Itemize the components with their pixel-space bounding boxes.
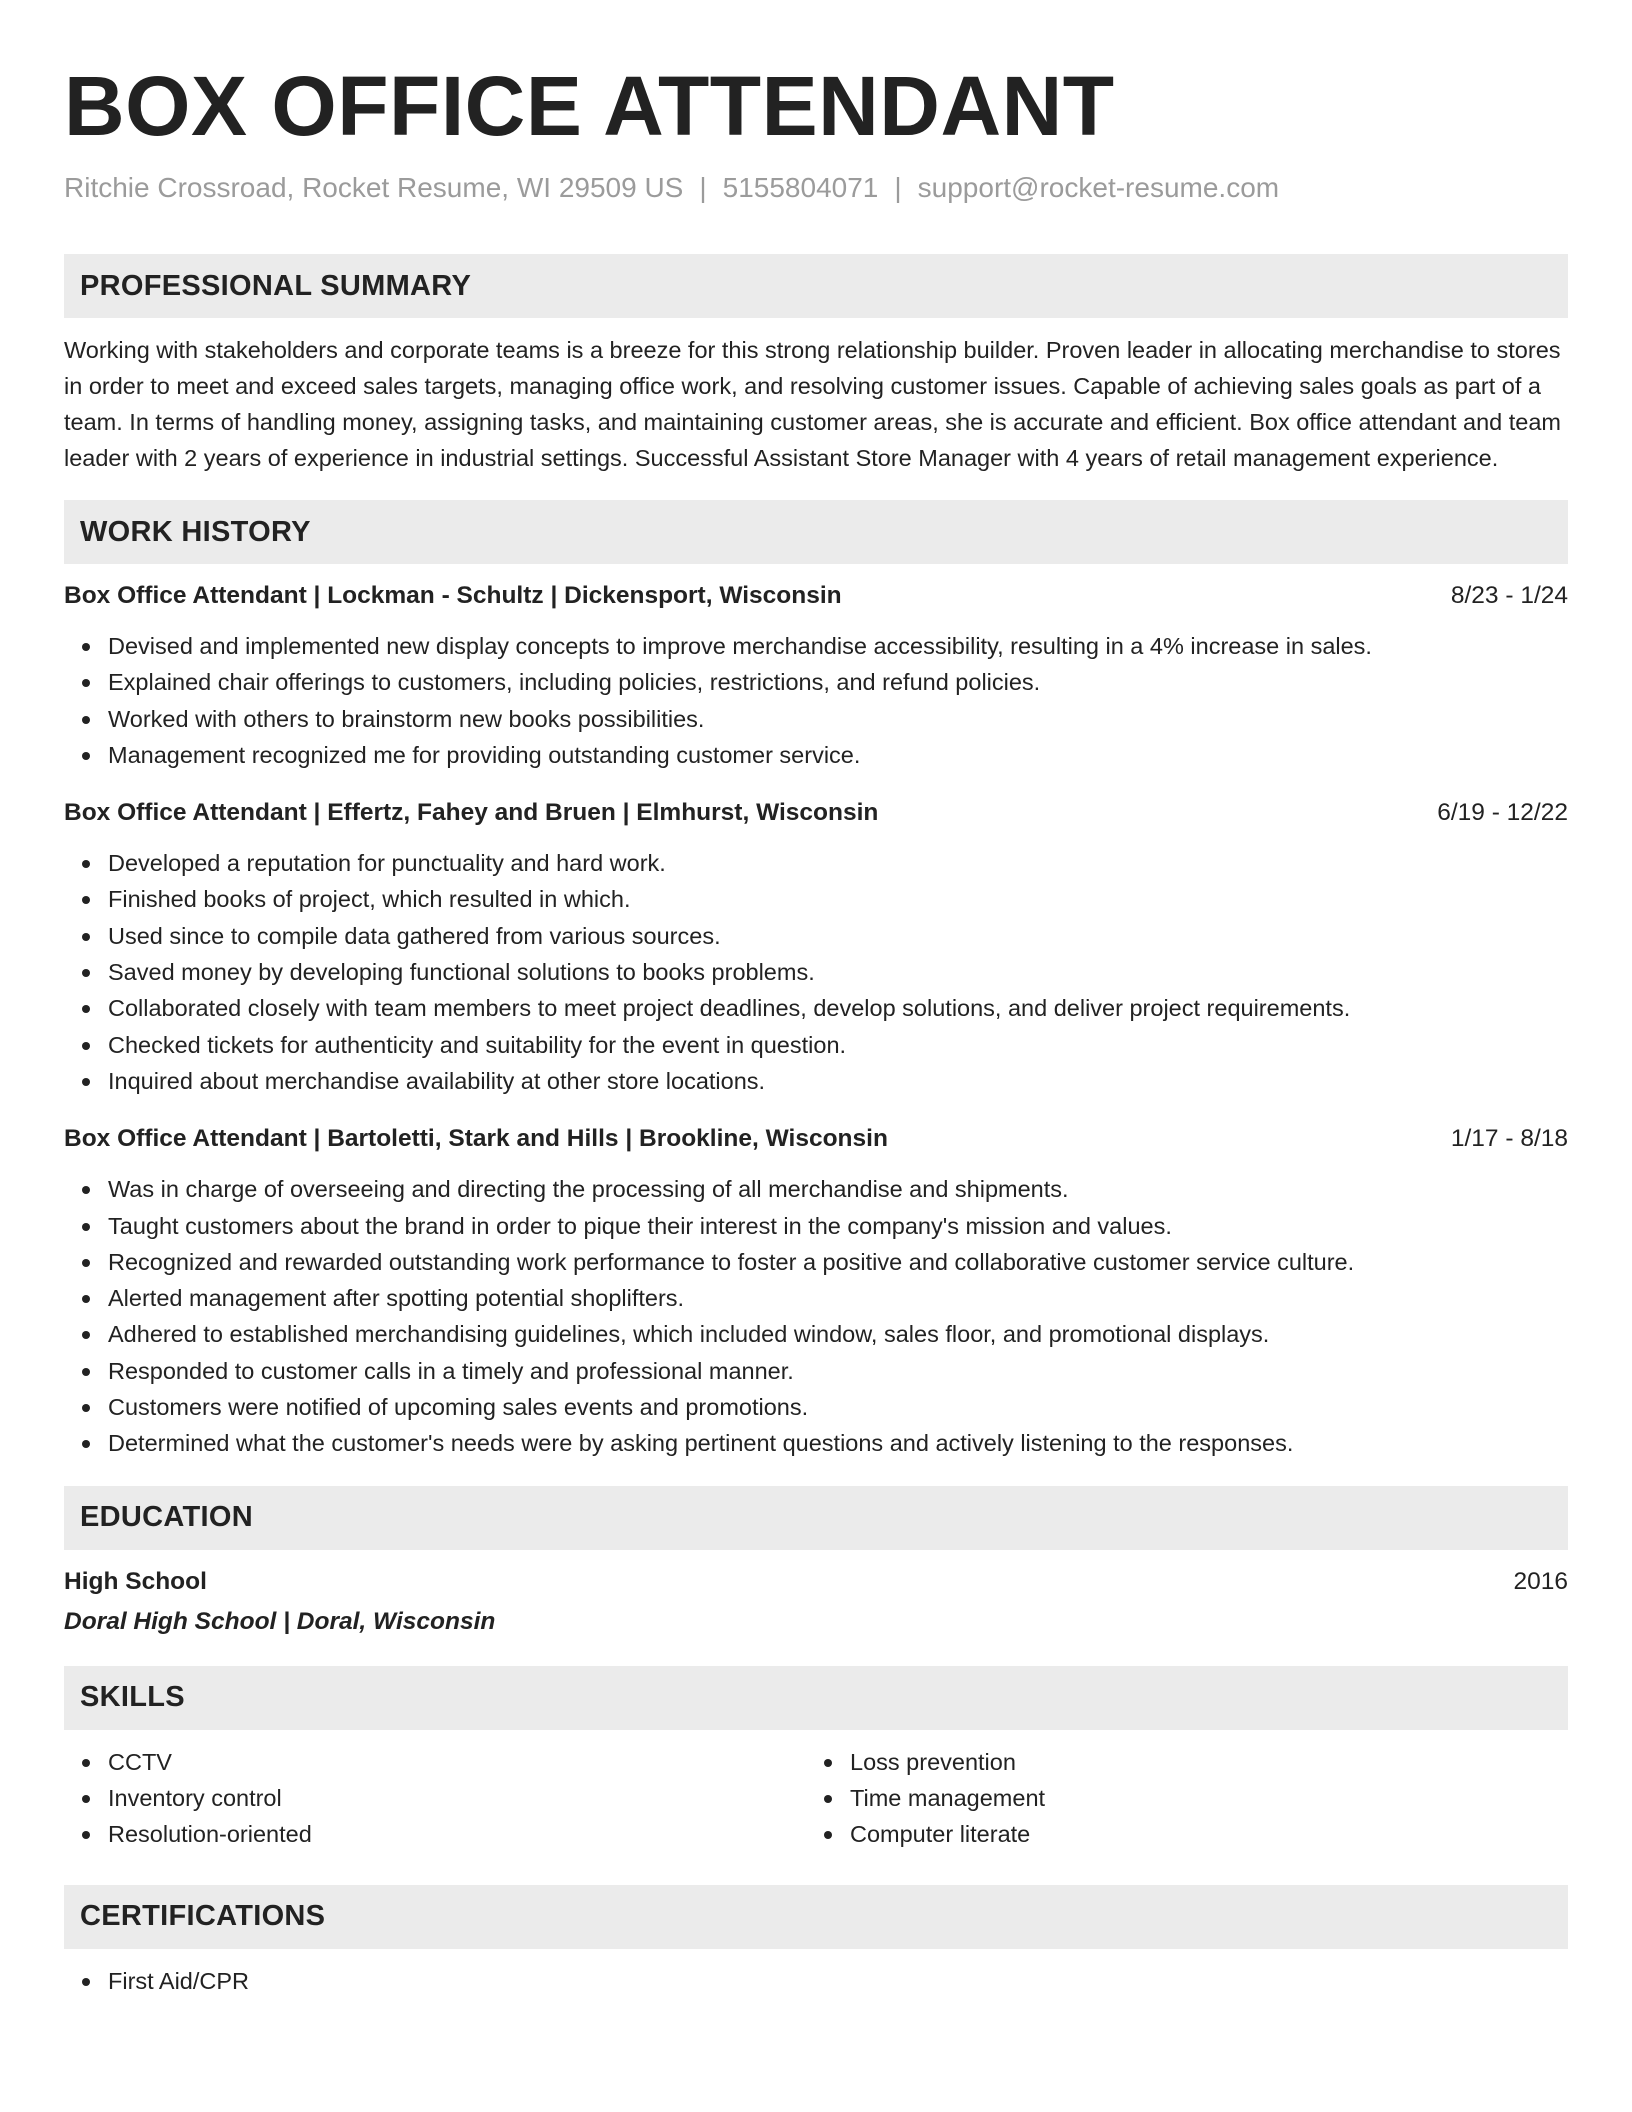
contact-separator: |: [699, 172, 707, 203]
list-item: Taught customers about the brand in order to pique their interest in the company's mission and values.: [64, 1208, 1568, 1244]
list-item: Inquired about merchandise availability at other store locations.: [64, 1063, 1568, 1099]
list-item: Recognized and rewarded outstanding work performance to foster a positive and collaborative customer service culture.: [64, 1244, 1568, 1280]
skills-column-right: [806, 1744, 1548, 1853]
candidate-name: BOX OFFICE ATTENDANT: [64, 59, 1115, 153]
list-item: Management recognized me for providing outstanding customer service.: [64, 737, 1568, 773]
section-header-summary: PROFESSIONAL SUMMARY: [64, 254, 1568, 318]
section-header-work: WORK HISTORY: [64, 500, 1568, 564]
contact-line: [64, 170, 1568, 206]
skills-list: [64, 1744, 806, 1853]
list-item: First Aid/CPR: [64, 1963, 1568, 1999]
list-item: Loss prevention: [806, 1744, 1548, 1780]
education-entry: [64, 1564, 1568, 1640]
section-header-education: EDUCATION: [64, 1486, 1568, 1550]
job-entry: [64, 1121, 1568, 1461]
contact-phone: 5155804071: [722, 172, 879, 203]
job-dates: 8/23 - 1/24: [1450, 582, 1568, 609]
list-item: Time management: [806, 1780, 1548, 1816]
job-title: Box Office Attendant | Bartoletti, Stark and Hills | Brookline, Wisconsin: [64, 1125, 888, 1153]
job-dates: 1/17 - 8/18: [1450, 1125, 1568, 1153]
section-header-certifications: CERTIFICATIONS: [64, 1885, 1568, 1949]
list-item: Worked with others to brainstorm new books possibilities.: [64, 701, 1568, 737]
job-title: Box Office Attendant | Lockman - Schultz | Dickensport, Wisconsin: [64, 582, 842, 609]
list-item: Finished books of project, which resulted in which.: [64, 881, 1568, 917]
section-header-skills: SKILLS: [64, 1666, 1568, 1730]
job-bullets: [64, 628, 1568, 773]
list-item: Computer literate: [806, 1816, 1548, 1852]
job-header: [64, 578, 1568, 614]
list-item: Collaborated closely with team members to meet project deadlines, develop solutions, and deliver project requirements.: [64, 990, 1568, 1026]
list-item: Resolution-oriented: [64, 1816, 806, 1852]
list-item: Checked tickets for authenticity and suitability for the event in question.: [64, 1027, 1568, 1063]
job-entry: [64, 578, 1568, 773]
list-item: Inventory control: [64, 1780, 806, 1816]
job-dates: 6/19 - 12/22: [1437, 799, 1568, 827]
list-item: Adhered to established merchandising guidelines, which included window, sales floor, and promotional displays.: [64, 1316, 1568, 1352]
skills-column-left: [64, 1744, 806, 1853]
list-item: Used since to compile data gathered from various sources.: [64, 918, 1568, 954]
education-school: Doral High School | Doral, Wisconsin: [64, 1607, 496, 1635]
list-item: Determined what the customer's needs were by asking pertinent questions and actively listening to the responses.: [64, 1425, 1568, 1461]
list-item: Alerted management after spotting potential shoplifters.: [64, 1280, 1568, 1316]
list-item: Devised and implemented new display concepts to improve merchandise accessibility, resulting in a 4% increase in sales.: [64, 628, 1568, 664]
job-entry: [64, 795, 1568, 1099]
education-header: [64, 1564, 1568, 1600]
skills-grid: [64, 1744, 1568, 1853]
list-item: Developed a reputation for punctuality and hard work.: [64, 845, 1568, 881]
list-item: Explained chair offerings to customers, including policies, restrictions, and refund policies.: [64, 664, 1568, 700]
contact-address: Ritchie Crossroad, Rocket Resume, WI 29509 US: [64, 172, 684, 203]
list-item: Was in charge of overseeing and directing the processing of all merchandise and shipments.: [64, 1171, 1568, 1207]
certifications-list: [64, 1963, 1568, 1999]
list-item: CCTV: [64, 1744, 806, 1780]
education-year: 2016: [1513, 1567, 1568, 1595]
education-degree: High School: [64, 1567, 207, 1595]
job-header: [64, 1121, 1568, 1157]
job-bullets: [64, 845, 1568, 1099]
list-item: Customers were notified of upcoming sales events and promotions.: [64, 1389, 1568, 1425]
skills-list: [806, 1744, 1548, 1853]
job-title: Box Office Attendant | Effertz, Fahey and Bruen | Elmhurst, Wisconsin: [64, 799, 879, 827]
contact-email: support@rocket-resume.com: [917, 172, 1280, 203]
contact-separator: |: [894, 172, 902, 203]
summary-text: Working with stakeholders and corporate teams is a breeze for this strong relationship builder. Proven leader in allocating merchandise to stores in order to meet and exceed sales targets, managing office work, and resolving customer issues. Capable of achieving sales goals as part of a team. In terms of handling money, assigning tasks, and maintaining customer areas, she is accurate and efficient. Box office attendant and team leader with 2 years of experience in industrial settings. Successful Assistant Store Manager with 4 years of retail management experience.: [64, 337, 1562, 471]
list-item: Saved money by developing functional solutions to books problems.: [64, 954, 1568, 990]
list-item: Responded to customer calls in a timely and professional manner.: [64, 1353, 1568, 1389]
job-bullets: [64, 1171, 1568, 1461]
job-header: [64, 795, 1568, 831]
